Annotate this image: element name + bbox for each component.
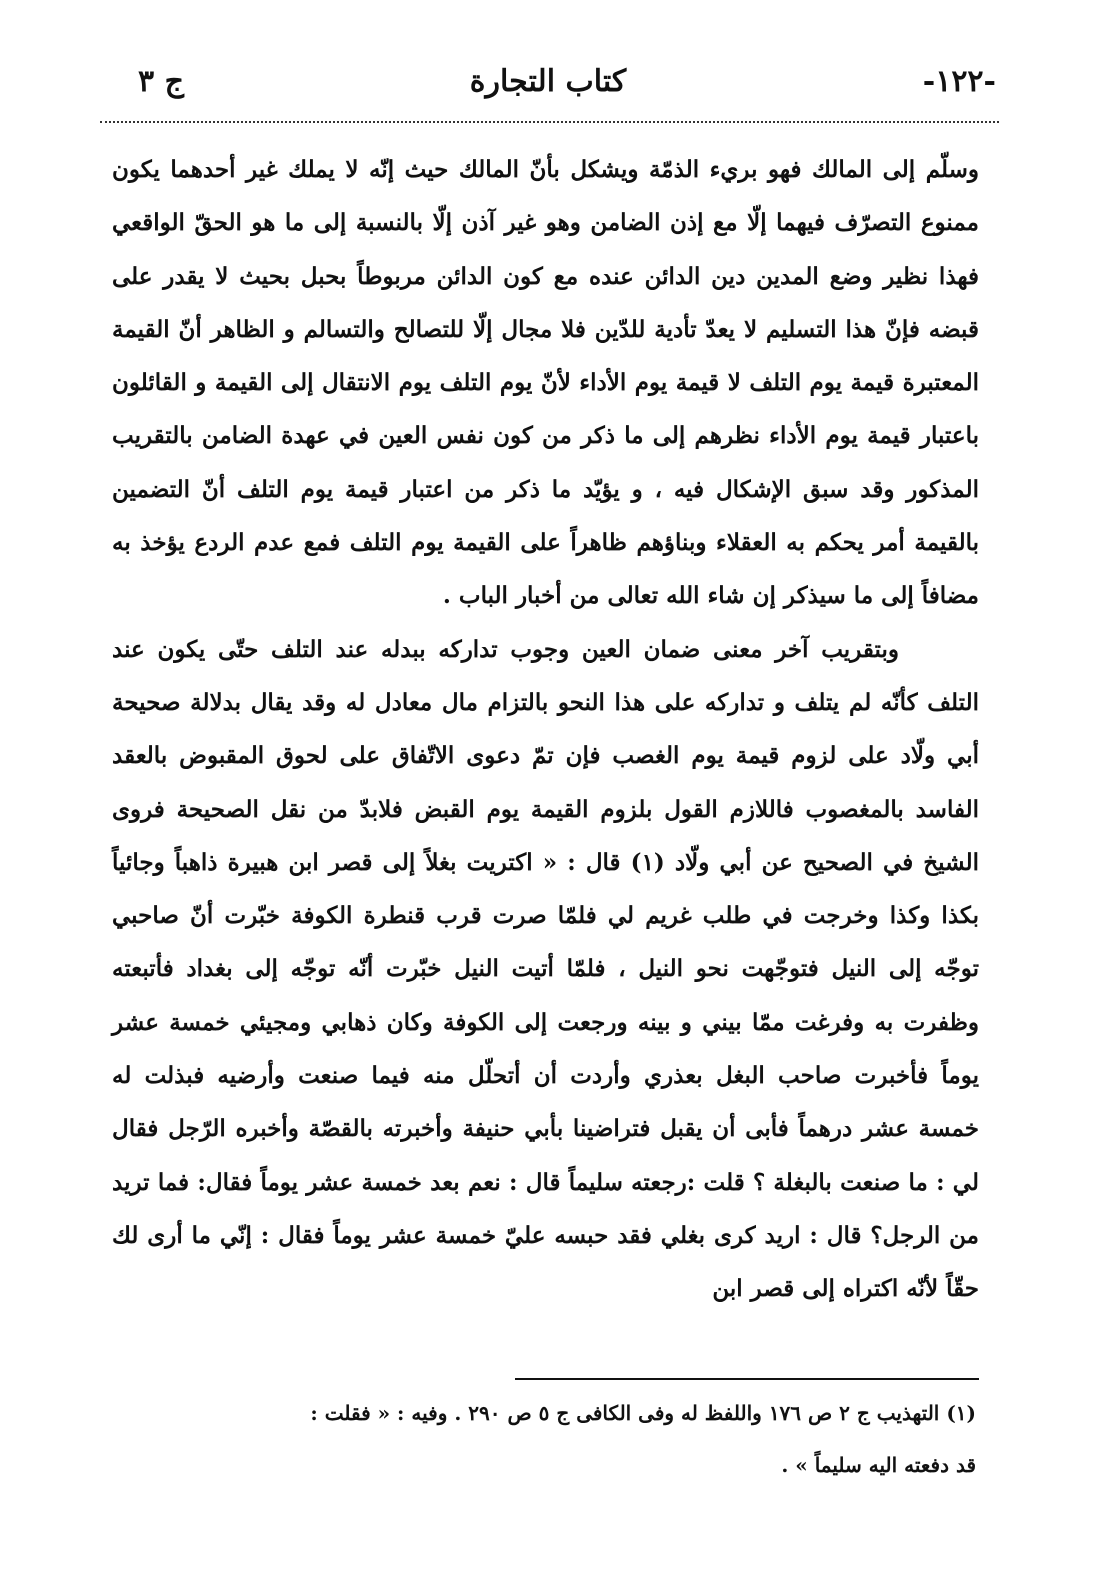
footnote-divider	[515, 1378, 979, 1380]
paragraph-2: وبتقريب آخر معنى ضمان العين وجوب تداركه ببدله عند التلف حتّى يكون عند التلف كأنّه لم يتلف و تداركه على هذا النحو بالتزام مال معادل له وقد يقال بدلالة صحيحة أبي ولّاد على لزوم قيمة يوم الغصب فإن تمّ دعوى الاتّفاق على لحوق المقبوض بالعقد الفاسد بالمغصوب فاللازم القول بلزوم القيمة يوم القبض فلابدّ من نقل الصحيحة فروى الشيخ في الصحيح عن أبي ولّاد (١) قال : « اكتريت بغلاً إلى قصر ابن هبيرة ذاهباً وجائياً بكذا وكذا وخرجت في طلب غريم لي فلمّا صرت قرب قنطرة الكوفة خبّرت أنّ صاحبي توجّه إلى النيل فتوجّهت نحو النيل ، فلمّا أتيت النيل خبّرت أنّه توجّه إلى بغداد فأتبعته وظفرت به وفرغت ممّا بيني و بينه ورجعت إلى الكوفة وكان ذهابي ومجيئي خمسة عشر يوماً فأخبرت صاحب البغل بعذري وأردت أن أتحلّل منه فيما صنعت وأرضيه فبذلت له خمسة عشر درهماً فأبى أن يقبل فتراضينا بأبي حنيفة وأخبرته بالقصّة وأخبره الرّجل فقال لي : ما صنعت بالبغلة ؟ قلت :رجعته سليماً قال : نعم بعد خمسة عشر يوماً فقال: فما تريد من الرجل؟ قال : اريد كرى بغلي فقد حبسه عليّ خمسة عشر يوماً فقال : إنّي ما أرى لك حقّاً لأنّه اكتراه إلى قصر ابن	[112, 635, 980, 1303]
page-header	[100, 62, 996, 112]
page-number: -١٢٢-	[922, 64, 996, 99]
footnote-line-2: قد دفعته اليه سليماً » .	[781, 1453, 976, 1477]
volume-label: ج ٣	[138, 64, 184, 99]
paragraph-1: وسلّم إلى المالك فهو بريء الذمّة ويشكل بأنّ المالك حيث إنّه لا يملك غير أحدهما يكون ممنوع التصرّف فيهما إلّا مع إذن الضامن وهو غير آذن إلّا بالنسبة إلى ما هو الحقّ الواقعي فهذا نظير وضع المدين دين الدائن عنده مع كون الدائن مربوطاً بحبل بحيث لا يقدر على قبضه فإنّ هذا التسليم لا يعدّ تأدية للدّين فلا مجال إلّا للتصالح والتسالم و الظاهر أنّ القيمة المعتبرة قيمة يوم التلف لا قيمة يوم الأداء لأنّ يوم التلف يوم الانتقال إلى القيمة و القائلون باعتبار قيمة يوم الأداء نظرهم إلى ما ذكر من كون نفس العين في عهدة الضامن بالتقريب المذكور وقد سبق الإشكال فيه ، و يؤيّد ما ذكر من اعتبار قيمة يوم التلف أنّ التضمين بالقيمة أمر يحكم به العقلاء وبناؤهم ظاهراً على القيمة يوم التلف فمع عدم الردع يؤخذ به مضافاً إلى ما سيذكر إن شاء الله تعالى من أخبار الباب .	[112, 156, 979, 610]
footnote-line-1: (١) التهذيب ج ٢ ص ١٧٦ واللفظ له وفى الكافى ج ٥ ص ٢٩٠ . وفيه : « فقلت :	[310, 1401, 976, 1425]
book-title: كتاب التجارة	[469, 64, 627, 99]
main-text	[112, 143, 979, 1316]
footnote	[112, 1387, 976, 1491]
header-divider	[100, 121, 999, 123]
